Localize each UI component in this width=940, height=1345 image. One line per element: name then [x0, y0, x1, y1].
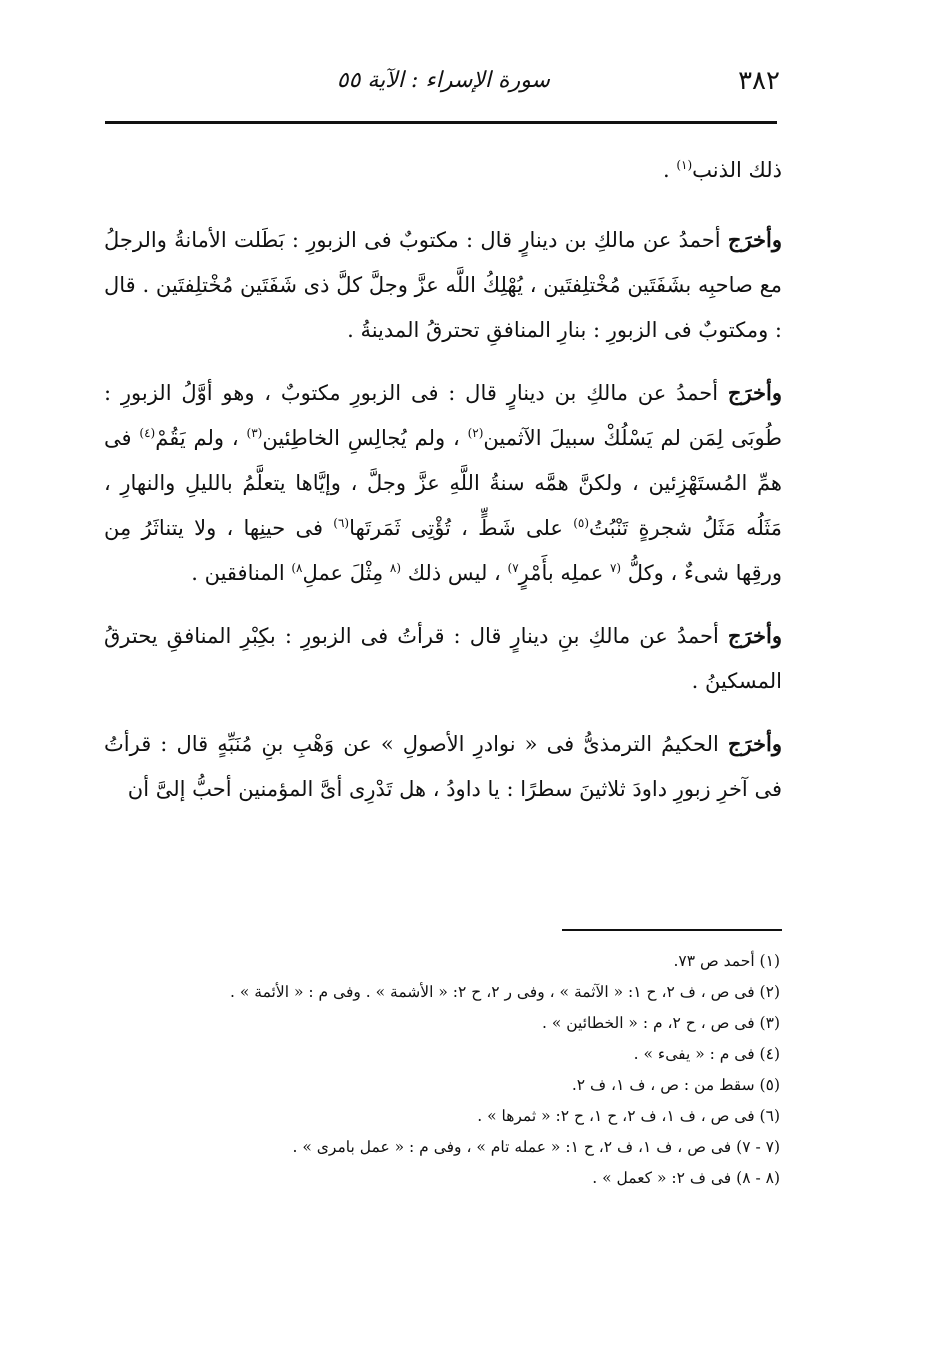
paragraph [104, 148, 782, 193]
paragraph-text: فى حينِها ، ولا يتناثَرُ مِن ورقِها شىءٌ ، وكلُّ [104, 516, 782, 585]
footnote: (٧ - ٧) فى ص ، ف ١، ف ٢، ح ١: « عمله تام » ، وفى م : « عمل بامرى » . [292, 1138, 780, 1156]
paragraph-lead: وأخرَج [727, 380, 783, 405]
footnote: (٢) فى ص ، ف ٢، ح ١: « الآثمة » ، وفى ر ٢، ح ٢: « الأشمة » . وفى م : « الأئمة » . [230, 983, 780, 1001]
footnote: (١) أحمد ص ٧٣. [673, 952, 780, 970]
running-title: سورة الإسراء : الآية ٥٥ [336, 68, 550, 93]
header-divider [105, 121, 777, 124]
footnote-divider [562, 929, 782, 931]
paragraph-text: مِثْلَ عملِ [302, 561, 390, 585]
paragraph-text: عملِه بأَمْرٍ [518, 561, 610, 585]
footnote: (٤) فى م : « يفىء » . [633, 1045, 780, 1063]
footnote: (٥) سقط من : ص ، ف ١، ف ٢. [571, 1076, 780, 1094]
paragraph-text: المنافقين . [191, 561, 292, 585]
footnote-marker: (٣) [246, 426, 263, 440]
paragraph-text: أحمدُ عن مالكِ بن دينارٍ قال : مكتوبٌ فى الزبورِ : بَطَلت الأمانةُ والرجلُ مع صاحبِه بشَفَتَين مُخْتلِفتَين ، يُهْلِكُ اللَّه عزَّ وجلَّ كلَّ ذى شَفَتَين مُخْتلِفتَين . قال : ومكتوبٌ فى الزبورِ : بنارِ المنافقِ تحترقُ المدينةُ . [104, 228, 782, 342]
paragraph-text: ذلك الذنب [692, 158, 782, 182]
paragraph-text: فى همِّ المُستَهْزِئين ، ولكنَّ همَّه سنةُ اللَّهِ عزَّ وجلَّ ، وإيَّاها يتعلَّمُ بالليلِ والنهارِ ، مَثَلُه مَثَلُ شجرةٍ تَنْبُتُ [104, 426, 782, 540]
paragraph-text: ، ليس ذلك [401, 561, 508, 585]
paragraph [104, 721, 782, 812]
paragraph-lead: وأخرَج [727, 731, 782, 756]
footnote-marker: (٥) [573, 516, 590, 530]
paragraph-text: ، ولم يُجالِسِ الخاطِئين [262, 426, 468, 450]
paragraph-text: أحمدُ عن مالكِ بنِ دينارٍ قال : قرأتُ فى الزبورِ : بكِبْرِ المنافقِ يحترقُ المسكينُ . [104, 624, 782, 693]
footnote: (٣) فى ص ، ح ٢، م : « الخطائين » . [541, 1014, 780, 1032]
paragraph-text: على شَطٍّ ، تُؤْتِى ثَمَرتَها [349, 516, 574, 540]
footnote-marker: ٧) [507, 561, 519, 575]
footnote-marker: (٨ [389, 561, 402, 575]
paragraph [104, 370, 782, 596]
page-number: ٣٨٢ [738, 66, 780, 96]
footnotes [100, 946, 780, 1194]
footnote-marker: (٦) [333, 516, 350, 530]
paragraph-lead: وأخرَج [727, 623, 782, 648]
main-text [104, 148, 782, 829]
paragraph-text: . [662, 158, 677, 182]
paragraph [104, 217, 782, 353]
paragraph-text: ، ولم يَقُمْ [155, 426, 247, 450]
page-header [95, 66, 780, 106]
footnote-marker: (١) [676, 158, 693, 172]
footnote-marker: (٤) [139, 426, 156, 440]
footnote: (٨ - ٨) فى ف ٢: « كعمل » . [592, 1169, 780, 1187]
paragraph-text: أحمدُ عن مالكِ بن دينارٍ قال : فى الزبورِ مكتوبٌ ، وهو أوَّلُ الزبورِ : طُوبَى لِمَن لم يَسْلُكْ سبيلَ الآثمين [104, 381, 783, 450]
paragraph-text: الحكيمُ الترمذىُّ فى « نوادرِ الأصولِ » عن وَهْبِ بنِ مُنَبِّهٍ قال : قرأتُ فى آخرِ زبورِ داودَ ثلاثينَ سطرًا : يا داودُ ، هل تَدْرِى أىَّ المؤمنين أحبُّ إلىَّ أن [104, 732, 782, 801]
footnote-marker: (٧ [609, 561, 622, 575]
paragraph-lead: وأخرَج [727, 227, 782, 252]
footnote-marker: ٨) [291, 561, 303, 575]
paragraph [104, 613, 782, 704]
footnote: (٦) فى ص ، ف ١، ف ٢، ح ١، ح ٢: « ثمرها » . [477, 1107, 780, 1125]
footnote-marker: (٢) [467, 426, 484, 440]
